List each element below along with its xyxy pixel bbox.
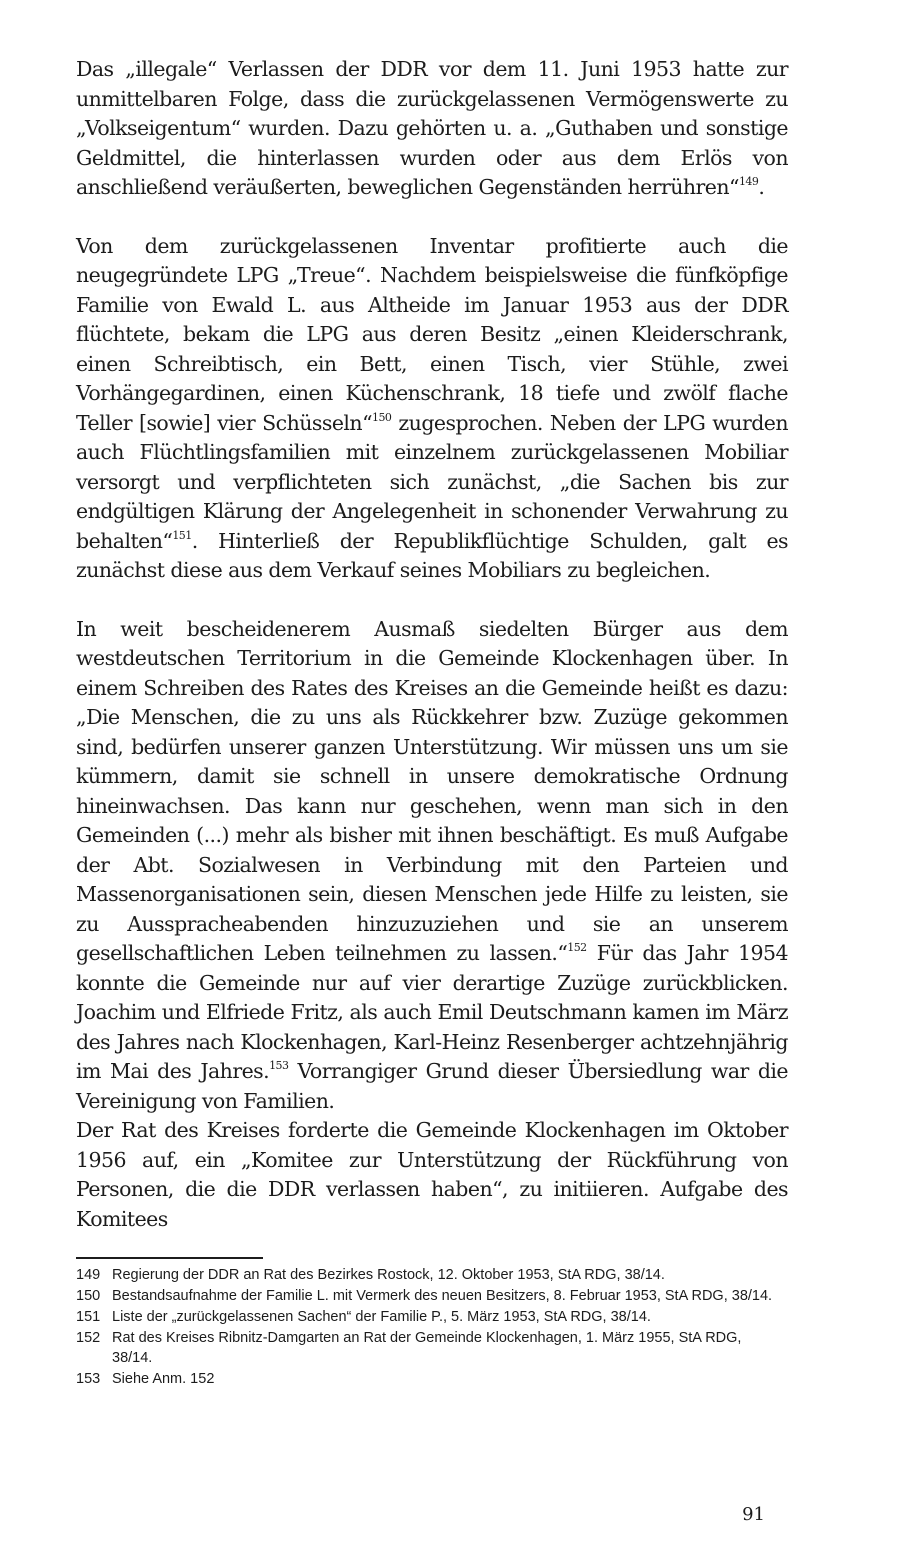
footnote-number: 153 [76,1370,101,1387]
footnote-text: Regierung der DDR an Rat des Bezirkes Rostock, 12. Oktober 1953, StA RDG, 38/14. [112,1267,665,1283]
text-run: In weit bescheidenerem Ausmaß siedelten Bürger aus dem westdeutschen Territorium in die Gemeinde Klockenhagen über. In einem Schreiben des Rates des Kreises an die Gemeinde heißt es dazu: „Die Menschen, die zu uns als Rückkehrer bzw. Zuzüge gekommen sind, bedürfen unserer ganzen Unterstützung. Wir müssen uns um sie kümmern, damit sie schnell in unsere demokratische Ordnung hineinwachsen. Das kann nur geschehen, wenn man sich in den Gemeinden (...) mehr als bisher mit ihnen beschäftigt. Es muß Aufgabe der Abt. Sozialwesen in Verbindung mit den Parteien und Massenorganisationen sein, diesen Menschen jede Hilfe zu leisten, sie zu Ausspracheabenden hinzuzuziehen und sie an unserem gesellschaftlichen Leben teilnehmen zu lassen.“ [76,616,788,965]
footnote-text: Siehe Anm. 152 [112,1370,215,1387]
footnote-ref-152: 152 [567,941,587,955]
paragraph-3 [76,615,788,1117]
footnote-text: Rat des Kreises Ribnitz-Damgarten an Rat der Gemeinde Klockenhagen, 1. März 1955, StA RDG, 38/14. [112,1330,742,1366]
text-run: . Hinterließ der Republikflüchtige Schulden, galt es zunächst diese aus dem Verkauf seines Mobiliars zu begleichen. [76,528,788,582]
footnote-151 [76,1308,776,1328]
footnote-text: Bestandsaufnahme der Familie L. mit Vermerk des neuen Besitzers, 8. Februar 1953, StA RDG, 38/14. [112,1288,773,1304]
footnotes [76,1266,776,1391]
text-run: Der Rat des Kreises forderte die Gemeinde Klockenhagen im Oktober 1956 auf, ein „Komitee zur Unterstützung der Rückführung von Personen, die die DDR verlassen haben“, zu initiieren. Aufgabe des Komitees [76,1118,788,1231]
footnote-text: Liste der „zurückgelassenen Sachen“ der Familie P., 5. März 1953, StA RDG, 38/14. [112,1309,651,1325]
footnote-153 [76,1370,776,1390]
text-run: zugesprochen. Neben der LPG wurden auch Flüchtlingsfamilien mit einzelnem zurückgelassenen Mobiliar versorgt und verpflichteten sich zunächst, „die Sachen bis zur endgültigen Klärung der Angelegenheit in schonender Verwahrung zu behalten“ [76,410,789,553]
footnote-ref-149: 149 [738,175,759,189]
footnote-number: 151 [76,1309,101,1325]
text-run: Das „illegale“ Verlassen der DDR vor dem 11. Juni 1953 hatte zur unmittelbaren Folge, dass die zurückgelassenen Vermögenswerte zu „Volkseigentum“ wurden. Dazu gehörten u. a. „Guthaben und sonstige Geldmittel, die hinterlassen wurden oder aus dem Erlös von anschließend veräußerten, beweglichen Gegenständen herrühren“ [76,57,788,199]
page-body [76,55,788,1234]
footnote-number: 152 [76,1330,101,1346]
text-run: . [758,175,765,199]
footnote-ref-153: 153 [269,1059,289,1073]
paragraph-1 [76,55,788,203]
footnote-ref-151: 151 [172,528,192,542]
main-text [76,55,788,1234]
footnote-150 [76,1287,776,1307]
paragraph-2 [76,232,788,586]
footnote-149 [76,1266,776,1286]
text-run: Für das Jahr 1954 konnte die Gemeinde nur auf vier derartige Zuzüge zurückblicken. Joachim und Elfriede Fritz, als auch Emil Deutschmann kamen im März des Jahres nach Klockenhagen, Karl-Heinz Resenberger achtzehnjährig im Mai des Jahres. [76,941,788,1083]
footnote-number: 149 [76,1267,101,1283]
page-number: 91 [742,1504,765,1525]
text-run: Von dem zurückgelassenen Inventar profitierte auch die neugegründete LPG „Treue“. Nachdem beispielsweise die fünfköpfige Familie von Ewald L. aus Altheide im Januar 1953 aus der DDR flüchtete, bekam die LPG aus deren Besitz „einen Kleiderschrank, einen Schreibtisch, ein Bett, einen Tisch, vier Stühle, zwei Vorhängegardinen, einen Küchenschrank, 18 tiefe und zwölf flache Teller [sowie] vier Schüsseln“ [76,233,788,435]
footnote-number: 150 [76,1288,101,1304]
footnote-ref-150: 150 [372,410,392,424]
footnote-152 [76,1329,776,1368]
paragraph-4 [76,1116,788,1234]
text-run: Vorrangiger Grund dieser Übersiedlung war die Vereinigung von Familien. [76,1059,788,1113]
footnote-divider [76,1257,263,1259]
